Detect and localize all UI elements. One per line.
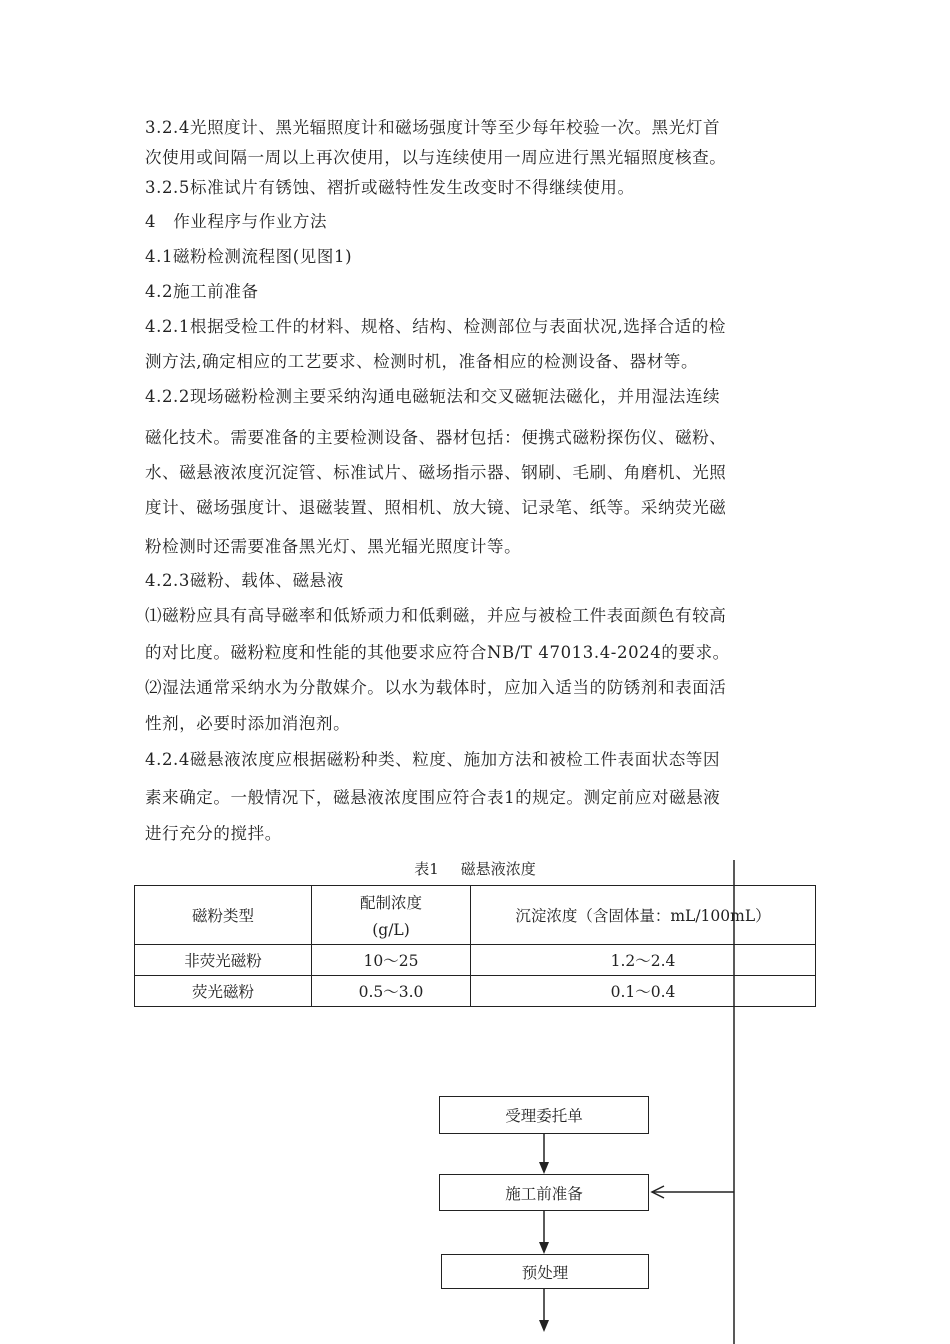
paragraph-line: 3.2.5标准试片有锈蚀、褶折或磁特性发生改变时不得继续使用。 [145,178,635,197]
paragraph-line: 水、磁悬液浓度沉淀管、标准试片、磁场指示器、钢刷、毛刷、角磨机、光照 [145,463,727,482]
paragraph-line: 度计、磁场强度计、退磁装置、照相机、放大镜、记录笔、纸等。采纳荧光磁 [145,498,727,517]
flow-step-label: 施工前准备 [505,1184,583,1203]
table-header-cell: 沉淀浓度（含固体量：mL/100mL） [471,886,816,945]
flow-step-label: 预处理 [521,1263,569,1282]
table-cell: 0.1～0.4 [471,976,816,1007]
table-caption-number: 表1 [414,860,439,878]
flow-step-label: 受理委托单 [505,1107,583,1125]
paragraph-line: 4.2.2现场磁粉检测主要采纳沟通电磁轭法和交叉磁轭法磁化，并用湿法连续 [145,387,721,406]
paragraph-line: 次使用或间隔一周以上再次使用，以与连续使用一周应进行黑光辐照度核查。 [145,148,727,167]
paragraph-line: 4.2.4磁悬液浓度应根据磁粉种类、粒度、施加方法和被检工件表面状态等因 [145,750,721,769]
header-line: 配制浓度 [359,894,422,912]
table-header-cell: 磁粉类型 [135,886,312,945]
table-cell: 非荧光磁粉 [135,945,312,976]
flow-step-pretreatment [441,1254,649,1289]
table-cell: 荧光磁粉 [135,976,312,1007]
flow-step-preparation [439,1174,649,1211]
paragraph-line: 测方法,确定相应的工艺要求、检测时机，准备相应的检测设备、器材等。 [145,352,699,371]
subsection-heading: 4.2施工前准备 [145,282,259,301]
table-cell: 1.2～2.4 [471,945,816,976]
paragraph-line: 3.2.4光照度计、黑光辐照度计和磁场强度计等至少每年校验一次。黑光灯首 [145,118,721,137]
subsection-heading: 4.1磁粉检测流程图(见图1) [145,247,353,266]
paragraph-line: 素来确定。一般情况下，磁悬液浓度围应符合表1的规定。测定前应对磁悬液 [145,788,721,807]
paragraph-line: ⑴磁粉应具有高导磁率和低矫顽力和低剩磁，并应与被检工件表面颜色有较高 [145,606,727,625]
paragraph-line: 磁化技术。需要准备的主要检测设备、器材包括：便携式磁粉探伤仪、磁粉、 [145,428,727,447]
table-caption-title: 磁悬液浓度 [460,860,536,878]
subsection-heading: 4.2.3磁粉、载体、磁悬液 [145,571,344,590]
arrowhead [539,1162,549,1174]
arrowhead [539,1242,549,1254]
table-cell: 10～25 [312,945,471,976]
arrowhead [539,1320,549,1332]
paragraph-line: ⑵湿法通常采纳水为分散媒介。以水为载体时，应加入适当的防锈剂和表面活 [145,678,727,697]
paragraph-line: 4.2.1根据受检工件的材料、规格、结构、检测部位与表面状况,选择合适的检 [145,317,726,336]
paragraph-line: 进行充分的搅拌。 [145,824,282,843]
flow-step-accept-order [439,1096,649,1134]
table-cell: 0.5～3.0 [312,976,471,1007]
header-line: (g/L) [372,921,410,939]
paragraph-line: 的对比度。磁粉粒度和性能的其他要求应符合NB/T 47013.4-2024的要求。 [145,643,730,662]
paragraph-line: 性剂，必要时添加消泡剂。 [145,714,351,733]
paragraph-line: 粉检测时还需要准备黑光灯、黑光辐光照度计等。 [145,537,522,556]
section-heading: 4 作业程序与作业方法 [145,212,328,231]
